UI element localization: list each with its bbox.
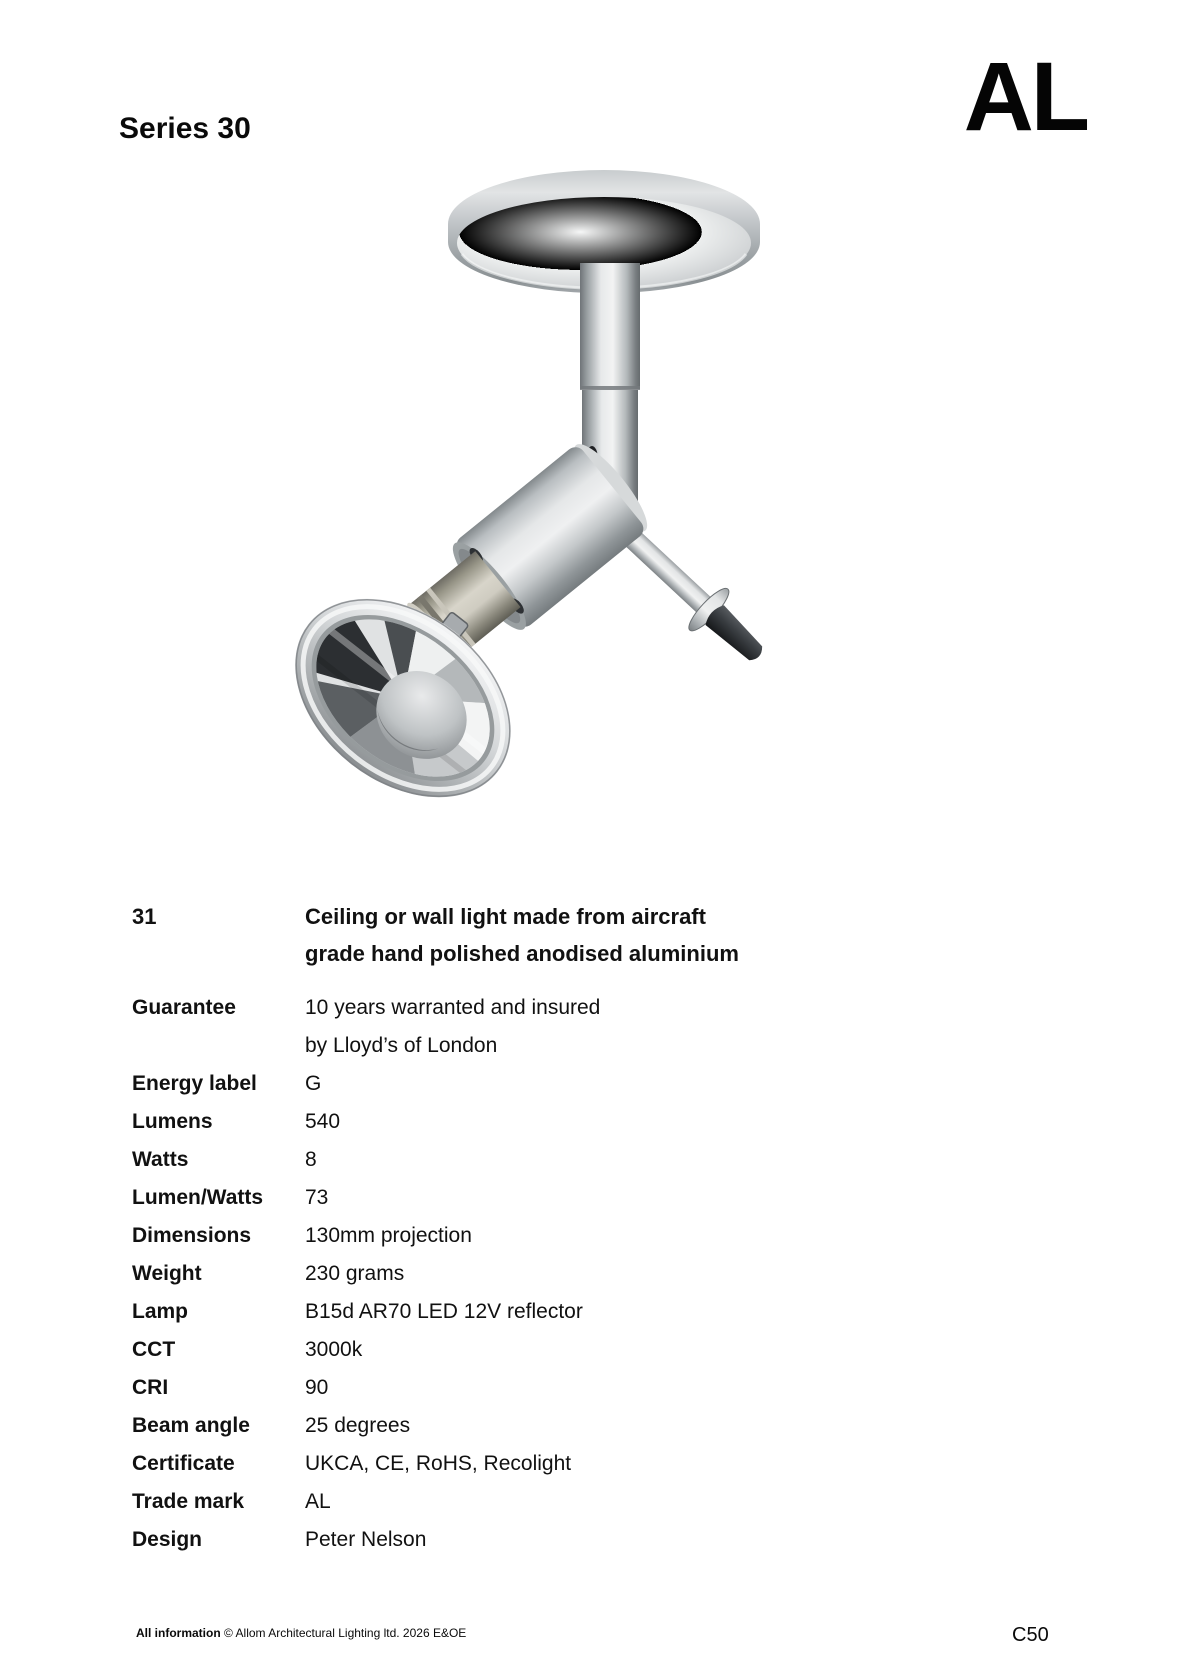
spec-label: Dimensions (132, 1224, 252, 1247)
spec-value-line: Peter Nelson (305, 1528, 427, 1551)
spec-row (132, 1369, 1062, 1407)
spec-value-line: AL (305, 1490, 331, 1513)
spec-value-line: 90 (305, 1376, 329, 1399)
product-description-line1: Ceiling or wall light made from aircraft (305, 904, 706, 929)
product-description-line2: grade hand polished anodised aluminium (305, 941, 739, 966)
spec-value (305, 1331, 362, 1369)
spec-value (305, 1179, 328, 1217)
spec-label: Guarantee (132, 996, 236, 1019)
product-heading (132, 898, 1062, 972)
spec-row (132, 1065, 1062, 1103)
spec-value (305, 989, 600, 1065)
spec-label: Energy label (132, 1072, 257, 1095)
spec-value (305, 1141, 317, 1179)
spec-value-line: 8 (305, 1148, 317, 1171)
spec-value-line: B15d AR70 LED 12V reflector (305, 1300, 583, 1323)
spec-value-line: by Lloyd’s of London (305, 1034, 498, 1057)
spec-value (305, 1521, 426, 1559)
spec-value-line: 10 years warranted and insured (305, 996, 601, 1019)
spec-label: Watts (132, 1148, 189, 1171)
spec-value (305, 1065, 321, 1103)
spec-value (305, 1369, 328, 1407)
spec-row (132, 1141, 1062, 1179)
footer-copyright-rest: © Allom Architectural Lighting ltd. 2026 E&OE (220, 1626, 467, 1640)
spec-row (132, 1407, 1062, 1445)
spec-label: Lumens (132, 1110, 213, 1133)
spec-value (305, 1103, 340, 1141)
spec-label: Beam angle (132, 1414, 250, 1437)
spec-row (132, 989, 1062, 1065)
model-number: 31 (132, 904, 157, 929)
series-title: Series 30 (119, 112, 251, 145)
spec-label: Trade mark (132, 1490, 245, 1513)
spec-value-line: UKCA, CE, RoHS, Recolight (305, 1452, 572, 1475)
spec-value (305, 1255, 404, 1293)
spec-value-line: 73 (305, 1186, 329, 1209)
spec-value-line: G (305, 1072, 322, 1095)
product-photo (250, 150, 830, 810)
footer-copyright (136, 1626, 466, 1640)
spec-row (132, 1179, 1062, 1217)
spec-value (305, 1217, 472, 1255)
page-code: C50 (1012, 1624, 1049, 1646)
spec-row (132, 1521, 1062, 1559)
spec-row (132, 1331, 1062, 1369)
spec-row (132, 1293, 1062, 1331)
spec-value (305, 1407, 410, 1445)
spec-value-line: 25 degrees (305, 1414, 411, 1437)
brand-logo: AL (963, 42, 1087, 151)
spec-value-line: 540 (305, 1110, 341, 1133)
spec-label: Certificate (132, 1452, 235, 1475)
spec-value (305, 1293, 583, 1331)
spec-value-line: 3000k (305, 1338, 363, 1361)
spec-value (305, 1483, 331, 1521)
footer-copyright-bold: All information (136, 1626, 221, 1640)
spec-row (132, 1255, 1062, 1293)
spec-row (132, 1445, 1062, 1483)
spec-label: CRI (132, 1376, 169, 1399)
spec-label: Lamp (132, 1300, 189, 1323)
spec-value-line: 230 grams (305, 1262, 405, 1285)
spec-label: Lumen/Watts (132, 1186, 264, 1209)
spec-row (132, 1217, 1062, 1255)
spec-value-line: 130mm projection (305, 1224, 472, 1247)
spec-row (132, 1483, 1062, 1521)
spec-label: CCT (132, 1338, 176, 1361)
spec-row (132, 1103, 1062, 1141)
spec-value (305, 1445, 571, 1483)
product-description (305, 898, 739, 972)
spec-label: Design (132, 1528, 203, 1551)
spec-table (132, 989, 1062, 1559)
product-photo-svg (250, 150, 830, 810)
spec-label: Weight (132, 1262, 202, 1285)
